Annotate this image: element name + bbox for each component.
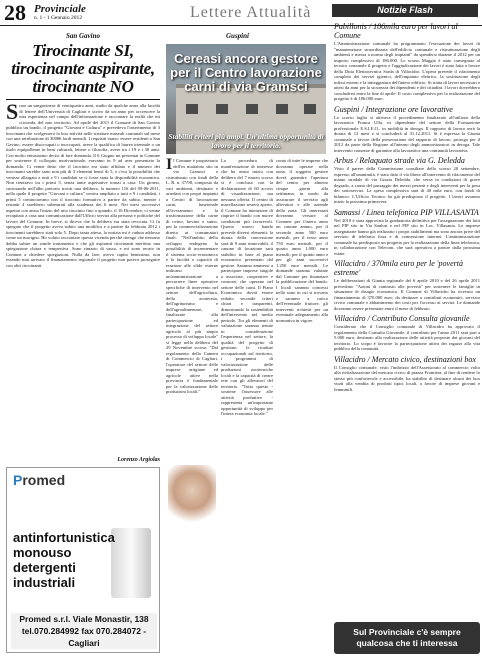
divider: [6, 99, 160, 100]
advert-line: monouso: [13, 545, 72, 560]
article-body: [6, 103, 160, 455]
advert-footer: [11, 613, 157, 649]
news-item-body: L'Amministrazione comunale ha programmato l'esecuzione dei lavori di "manutenzione straordinaria dell'edificio comunale e ristrutturazione degli ambienti e messa a norma degli impianti" da spendersi durante il 2012 per un importo complessivo di 186.000. Lo scorso Maggio è stato consegnato al tecnico comunale il progetto e l'aggiudicazione dei lavori è stata fatta a favore della Ditta Elettrotecnica Sarda di Villacidro. L'opera prevede il rifacimento completo dei servizi igienici, dell'impianto elettrico, la sostituzione degli infissi esterni e la tinteggiatura dell'intero edificio. Si tratta di lavori necessari e attesi da anni per la sicurezza dei dipendenti e dei cittadini. I lavori dovrebbero concludersi entro la fine di aprile. Il costo complessivo per la realizzazione del progetto è di 186.000 euro.: [334, 41, 480, 101]
news-item-body: Il Consiglio comunale, visto l'indirizzo dell'Assessorato al commercio volto alla rivitalizzazione del mercato civico di piazza Frontiera, al fine di rendere lo stesso più confortevole e accessibile, ha stabilito di destinare alcuni dei box vuoti alla vendita di prodotti tipici locali, a favore di imprese giovani e femminili.: [334, 364, 480, 392]
window: [216, 104, 228, 114]
center-column-1: [166, 158, 218, 460]
news-item-heading: Samassi / Linea telefonica PIP VILLASANTA: [334, 207, 479, 217]
worker-photo: [168, 465, 216, 529]
article-text: ono un sangavinese di ventiquattro anni, studio da qualche anno alla facoltà di lettere dell'Università di Cagliari e scrivo da un anno per accrescere la mia esperienza nel campo dell'informazione e raccontare la realtà che mi circonda, del mio territorio. Ad aprile del 2011 il Comune di San Gavino pubblica un bando, il progetto "Giovani e Cultura" e prevedeva l'inserimento di 3 tirocinanti che svolgessero la loro attività nelle strutture museali comunali sul mese con una retribuzione di 3000€ lordi mensili. I requisiti erano: essere residenti a San Gavino, essere disoccupati o inoccupati, avere la qualifica di laurea triennale o un titolo equipollente in beni culturali, lettere o filosofia, avere tra i 19 e i 30 anni. Con molto entusiasmo decisi di fare domanda. Il 6 Giugno mi presentai in Comune per sostenere il colloquio motivazionale, eravamo in 9 ad aver presentato la domanda. Ci venne detto che il tirocinio era stato affidato e il numero dei tirocinanti sarebbe stato non più di 3 elementi bensì di 5, e c'era la possibilità che venisse allargato a tutti e 9 i candidati se ci fosse stata la disponibilità economica. Non rientravo tra i primi 5, senza tante aspettative tornai a casa. Un giorno, curiosando nell'albo pretorio trovai una delibera, la numero 116 del 09-06-2011, nella quale il progetto "Giovani e cultura" veniva ampliato a tutti e 9 i candidati, i primi 5 cominciavano con il tirocinio formativo a partire da subito, mentre i restanti 4 sarebbero subentrati alla scadenza dei 6 mesi. Nei mesi successivi aspettai con ansia l'inizio del mio tirocinio fino a quando, il 16 Dicembre, ci venne recapitato a casa una comunicazione dall'Ufficio servizi alla persona e politiche del lavoro del Comune. In breve, si diceva che la delibera era stata revocata. Ci fu spiegato che il progetto aveva subito una modifica e a partire da febbraio 2012 i tirocinanti sarebbero stati solo 5. Dopo tanta attesa, la notizia mi è caduta addosso come un macigno. Ho voluto raccontare questa vicenda perché ritengo che nessuno debba subire un simile trattamento e che gli aspiranti tirocinanti meritino una spiegazione chiara e tempestiva. Sono rimasto di sasso, e mi sono recato in Comune a chiedere spiegazioni. Nulla da fare; avevo capito benissimo, non essendo mai arrivato il finanziamento regionale il progetto non poteva proseguire con altri tirocinanti.: [6, 103, 160, 268]
brand-initial: P: [13, 472, 23, 488]
news-item: [334, 355, 480, 393]
news-item-body: Considerato che il Consiglio comunale di Villacidro ha approvato il regolamento della Consulta Giovanile, il contributo per l'anno 2011 sarà pari a 5.000 euro, destinato alla realizzazione delle attività proposte dai giovani del territorio. Lo scopo è favorire la partecipazione attiva dei ragazzi alla vita pubblica della comunità.: [334, 324, 480, 351]
news-item-heading: Villacidro / Mercato civico, destinazioni box: [334, 354, 476, 364]
notizie-flash-bar: Notizie Flash: [332, 4, 478, 17]
issue-date: n. 1 - 1 Gennaio 2012: [34, 15, 82, 21]
news-item: [334, 105, 480, 154]
dropcap: I: [166, 158, 173, 173]
advert-phone: tel.070.284992 fax 070.284072 - Cagliari: [21, 626, 147, 648]
news-item: [334, 314, 480, 352]
news-item-body: Lo scorso luglio si attivava il procedimento finalizzato all'utilizzo della lavoratrice Franca Ulla, ex dipendente del settore della Formazione professionale E.S.I.E.O., in mobilità in deroga. Il rapporto di lavoro avrà la durata di 12 mesi e si concluderà al 31.12.2011. Si è espressa la Giunta comunale a favore della prosecuzione del rapporto di lavoro, proroga per il 2012 da parte della Regione all'interno degli ammortizzatori in deroga. Tale intervento consente di garantire alla lavoratrice una continuità lavorativa.: [334, 114, 480, 153]
column-text: conto di tutte le imprese che dovranno operare nella zona, il soggetto gestore dovrà garantire l'apertura del centro per almeno cinque giorni alla settimana, in modo da assicurare il servizio agli allevatori e alle aziende della zona. Gli interessati dovranno versare al Comune per l'intero anno un canone annuo, per il secondo anno 500 euro mensili, per il terzo anno 750 euro mensili, per il quarto anno 1.000 euro mensili; per il quinto anno e per gli anni successivi 1.250 euro mensili. Le domande saranno valutate dal Comune per finanziare la pubblicazione del bando. I locali saranno concessi nello stato in cui si trovano e saranno a carico dell'eventuale fruitore, gli interventi richiesti per un eventuale adeguamento alla normativa in vigore.: [276, 158, 328, 323]
window: [276, 104, 288, 114]
window: [304, 104, 316, 114]
page-number: 28: [4, 0, 26, 25]
column-text: La procedura di manifestazione di interesse che ha avuto inizio con delibera del 7 marzo scorso si è conclusa con la dichiarazione di 60 access di visualizzazione, ma nessuna offerta. Il centro di macellazione resterà aperto, il Comune ha intenzione di riaprire il bando con nuove condizioni più favorevoli. Questo nuovo bando prevede diversi elementi: la durata della concessione sarà di 9 anni rinnovabili, il canone di locazione sarà stabilito in base al piano economico presentato dal gestore. Saranno ammessi a partecipare imprese singole o associate, cooperative e consorzi che operano nel settore delle carni. Il Piano Economico dovrà essere redatto secondo criteri chiari e trasparenti, dimostrando la sostenibilità dell'intervento nel medio periodo. Tra gli elementi di valutazione saranno tenute in considerazione l'esperienza nel settore, la qualità del progetto di gestione, le ricadute occupazionali sul territorio, i programmi di valorizzazione delle produzioni zootecniche locali e la capacità di creare rete con gli allevatori del territorio. "Tutto questo - sostiene l'assessore alle attività produttive - rappresenta un'importante opportunità di sviluppo per l'intera economia locale.": [221, 158, 273, 416]
article-byline: Lorenzo Argiolas: [117, 457, 160, 463]
article-san-gavino: [6, 32, 160, 464]
promo-banner[interactable]: [334, 622, 480, 654]
window: [186, 104, 198, 114]
column-text: l Comune è proprietario dell'ex mattatoio sito in via Gramsci e ristrutturato con fondi della L. R. n. 37/98, composto da vari ambienti, destinato e arredato con propri impianti a Centro di lavorazione carni, funzionale all'avviamento e la trasformazione della carne di ovino, bovino e suino, per la commercializzazione diretta ai consumatori finali. "Nell'ambito dello sviluppo endogeno la possibilità di incrementare il sistema socio-economico e la facoltà e capacità di reazione alle sfide esterne indicano un'amministrazione a percorrere linee operative specifiche di intervento nel settore dell'agricoltura, della zootecnia, dell'agriturismo e dell'agroalimentare, finalizzate alla partecipazione ed integrazione del settore agricolo al più ampio processo di sviluppo locale" si legge nella delibera del 29 Novembre scorso. "Dal regolamento della Camera di Commercio di Cagliari, l'operatore del settore delle imprese artigiane ed agricole attive nella provincia è fondamentale per la valorizzazione delle produzioni locali.": [166, 158, 218, 394]
article-photo: [166, 44, 326, 154]
window: [246, 104, 258, 114]
section-title: Lettere Attualità: [190, 4, 312, 21]
advert-line: industriali: [13, 575, 76, 590]
advert-line: antinfortunistica: [13, 530, 115, 545]
news-item-body: Visto il parere della Commissione consiliare dello scorso 20 settembre, espresso all'unanimità, è stato dato il via libera all'intervento di rifacimento del manto stradale di via Grazia Deledda, che versa in condizioni di grave degrado, a causa del passaggio dei mezzi pesanti e degli interventi per la posa dei sottoservizi. La spesa complessiva sarà di 40 mila euro, con fondi di bilancio. L'Ufficio Tecnico ha già predisposto il progetto. I lavori avranno inizio la prossima primavera.: [334, 166, 480, 204]
center-kicker-wrap: [166, 32, 326, 42]
promo-line-2: qualcosa che ti interessa: [356, 638, 458, 648]
photo-caption: Stabiliti criteri più ampi. Un'ultima opportunità di lavoro per il territorio.: [168, 132, 324, 150]
promo-line-1: Sul Provinciale c'è sempre: [353, 627, 461, 637]
promed-advert[interactable]: [6, 467, 160, 653]
article-headline: Tirocinante SI, tirocinante aspirante, tirocinante NO: [11, 41, 155, 96]
brand-rest: romed: [22, 472, 66, 488]
center-column-3: [276, 158, 328, 653]
news-item-body: Le deliberazioni di Giunta regionale del 6 aprile 2010 e del 26 aprile 2011 prevedono "Azioni di contrasto alle povertà" per sostenere le famiglie in situazione di disagio economico. Il Comune di Villacidro ha ricevuto un finanziamento di 370.000 euro, da destinare a contributi economici, servizio civico comunale e abbattimento dei costi per l'accesso ai servizi. Le domande dovranno essere presentate entro il mese di febbraio.: [334, 278, 480, 311]
news-item-heading: Villacidro / 370mila euro per le 'povertà estreme': [334, 259, 463, 277]
news-item: [334, 156, 480, 205]
news-item: [334, 22, 480, 102]
news-item-body: Nel 2010 è stata approvata la graduatoria definitiva per l'assegnazione dei lotti nel PIP sito in Via Sanluri e nel PIP sito in Loc. Villasanta. Le imprese assegnatarie hanno già realizzato i propri stabilimenti ma sono ancora prive del servizio di telefonia fissa e di connessione internet. L'amministrazione comunale ha predisposto un progetto per la realizzazione della linea telefonica, in collaborazione con Telecom, che sarà operativa a partire dalla prossima estate.: [334, 217, 480, 256]
news-item-heading: Guspini / Integrazione ore lavorative: [334, 104, 453, 114]
masthead-logo: Provinciale: [34, 3, 86, 15]
center-column-2: [221, 158, 273, 653]
advert-brand: [13, 472, 65, 488]
notizie-flash-column: [334, 19, 480, 585]
article-kicker: San Gavino: [65, 32, 101, 40]
photo-headline: Cereasi ancora gestore per il Centro lavorazione carni di via Gramsci: [170, 51, 322, 94]
center-kicker: Guspini: [226, 32, 249, 40]
advert-address: Promed s.r.l. Viale Monastir, 138: [19, 614, 149, 624]
news-item-heading: Pabillonis / 186mila euro per lavori al Comune: [334, 22, 458, 40]
dropcap: S: [6, 103, 19, 124]
product-bottle: [111, 528, 151, 598]
news-item-heading: Arbus / Relaquato strade via G. Deledda: [334, 156, 465, 165]
news-item: [334, 259, 480, 311]
advert-lines: [13, 530, 115, 590]
advert-line: detergenti: [13, 560, 76, 575]
news-item-heading: Villacidro / Contributo Consulta giovanile: [334, 314, 470, 323]
news-item: [334, 208, 480, 257]
